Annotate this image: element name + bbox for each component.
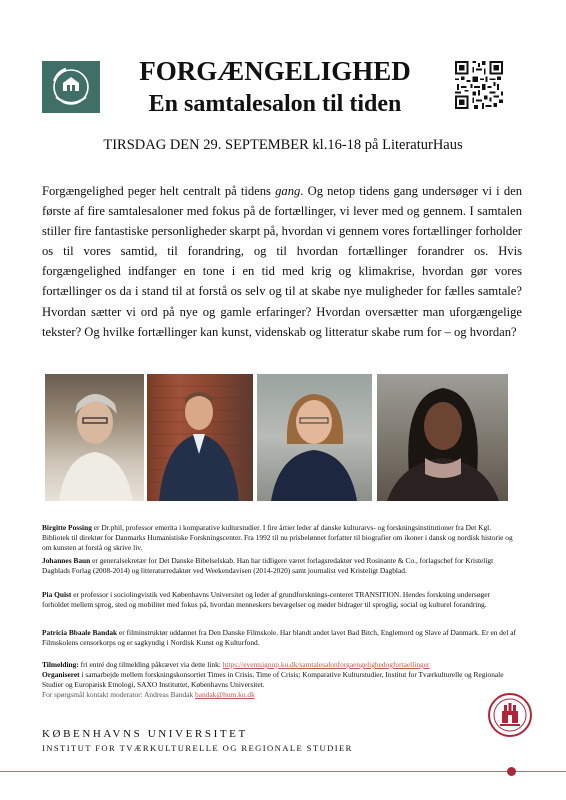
- litteraturhaus-logo: [42, 61, 100, 113]
- intro-text-part-1: Forgængelighed peger helt centralt på tidens: [42, 184, 276, 198]
- portrait-photo-3: [257, 374, 372, 501]
- signup-line: [42, 660, 518, 670]
- department-name: INSTITUT FOR TVÆRKULTURELLE OG REGIONALE STUDIER: [42, 743, 353, 753]
- bio-name: Patricia Bbaale Bandak: [42, 628, 118, 637]
- event-date-line: TIRSDAG DEN 29. SEPTEMBER kl.16-18 på LiteraturHaus: [103, 137, 463, 153]
- signup-label: Tilmelding:: [42, 660, 79, 669]
- contact-email-link[interactable]: bandak@hum.ku.dk: [195, 690, 255, 700]
- organizer-text: i samarbejde mellem forskningskonsortiet Times in Crisis, Time of Crisis; Komparative Kulturstudier, Institut for Tværkulturelle og Regionale Studier og Europæisk Etnologi, SAXO Instituttet, Københavns Universitet.: [42, 670, 504, 690]
- intro-emphasis: gang: [275, 184, 301, 198]
- organizer-line: [42, 670, 518, 690]
- bio-birgitte-possing: [42, 523, 518, 554]
- portrait-photo-1: [45, 374, 144, 501]
- portrait-photo-2: [147, 374, 253, 501]
- signup-text: fri entré dog tilmelding påkrævet via dette link:: [78, 660, 223, 669]
- title-line-1: FORGÆNGELIGHED: [139, 56, 411, 86]
- bio-text: er filminstruktør uddannet fra Den Danske Filmskole. Har blandt andet lavet Bad Bitch, Englemord og Slave af Danmark. Er en del af Filmskolens censorkorps og er sagkyndig i Nordisk Kunst og Kulturfond.: [42, 628, 516, 648]
- contact-line: [42, 690, 518, 700]
- bio-text: er generalsekretær for Det Danske Bibelselskab. Han har tidligere været forlagsredaktør ved Rosinante & Co., forlagschef for Kristeligt Dagblads Forlag (2008-2014) og litteraturredaktør ved Weekendavisen (2014-2020) samt journalist ved Kristeligt Dagblad.: [42, 556, 494, 576]
- portrait-photo-4: [377, 374, 508, 501]
- bio-name: Johannes Baun: [42, 556, 91, 565]
- bio-text: er Dr.phil, professor emerita i komparative kulturstudier. I fire årtier leder af danske kulturarvs- og forskningsinstitutioner fra Det Kgl. Bibliotek til direktør for Danmarks Humanistiske Forskningscenter. Fra 1992 til nu prisbelønnet forfatter til biografier om ikoner i dansk og nordisk historie og om kunsten at forstå og skrive liv.: [42, 523, 513, 553]
- bio-name: Pia Quist: [42, 590, 72, 599]
- bio-patricia-bbaale-bandak: [42, 628, 518, 648]
- bio-text: er professor i sociolingvistik ved Københavns Universitet og leder af grundforsknings-centeret TRANSITION. Hendes forskning undersøger forholdet mellem sprog, sted og mobilitet med fokus på, hvordan menneskers bevægelser og møder bidrager til sproglig, social og kulturel forandring.: [42, 590, 490, 610]
- contact-text: For spørgsmål kontakt moderator: Andreas Bandak: [42, 690, 195, 700]
- title-line-2: En samtalesalon til tiden: [148, 91, 402, 117]
- intro-paragraph: [42, 181, 522, 342]
- practical-info: [42, 660, 518, 700]
- footer-rule-dot: [507, 767, 516, 776]
- university-seal-icon: [488, 693, 532, 737]
- bio-johannes-baun: [42, 556, 518, 576]
- footer-rule: [0, 771, 566, 772]
- litteraturhaus-logo-icon: [42, 61, 100, 113]
- intro-text-part-2: . Og netop tidens gang undersøger vi i den første af fire samtalesaloner med fokus på de fortællinger, vi lever med og gennem. I samtalen stiller fire fantastiske personligheder skarpt på, hvordan vi gennem vores fortællinger forholder os til vores samtid, til forandring, og til hvordan fortællinger forandrer os. Hvis forgængelighed indfanger en tone i en tid med krig og klimakrise, hvordan gør vores fortællinger os da i stand til at forstå os selv og til at skabe nye muligheder for fælles samtale? Hvordan sætter vi ord på nye og gamle erfaringer? Hvordan oversætter man uforgængelige tekster? Og hvilke fortællinger kan kunst, videnskab og litteratur skabe rum for – og hvordan?: [42, 184, 523, 339]
- bio-name: Birgitte Possing: [42, 523, 92, 532]
- qr-code-icon[interactable]: [455, 61, 503, 109]
- signup-link[interactable]: https://eventsignup.ku.dk/samtalesalonforgaengelighedogfortaellinger: [222, 660, 430, 669]
- organizer-label: Organiseret: [42, 670, 80, 680]
- university-name: KØBENHAVNS UNIVERSITET: [42, 728, 248, 740]
- bio-pia-quist: [42, 590, 518, 610]
